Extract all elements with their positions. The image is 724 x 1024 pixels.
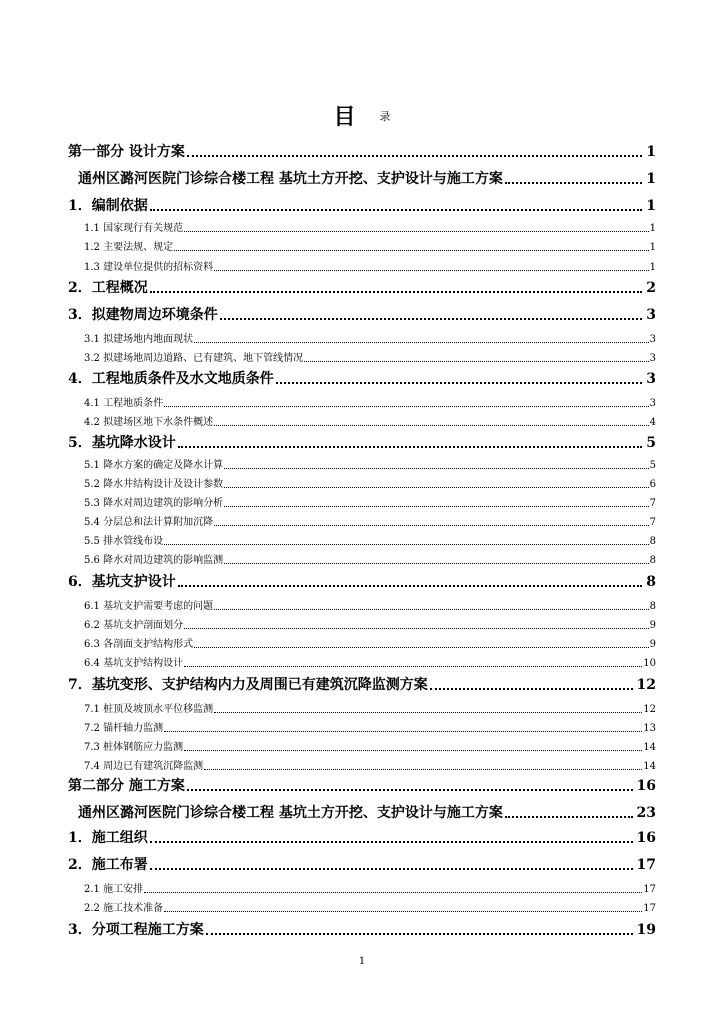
toc-entry-label: 2.1 施工安排 — [84, 884, 144, 895]
toc-entry-page: 13 — [643, 723, 656, 734]
toc-entry-page: 17 — [636, 857, 656, 873]
toc-entry-chapter[interactable] — [68, 856, 656, 874]
toc-entry-page: 2 — [646, 280, 656, 296]
toc-leader-dots — [174, 250, 649, 251]
toc-title-tail: 录 — [379, 110, 391, 123]
toc-leader-dots — [194, 647, 649, 648]
toc-leader-dots — [150, 291, 643, 293]
toc-entry-section[interactable] — [84, 760, 656, 773]
toc-leader-dots — [194, 342, 649, 343]
toc-entry-label: 6.1 基坑支护需要考虑的问题 — [84, 601, 214, 612]
toc-leader-dots — [164, 731, 642, 732]
toc-leader-dots — [276, 382, 643, 384]
toc-entry-label: 5.5 排水管线布设 — [84, 536, 164, 547]
toc-leader-dots — [204, 769, 642, 770]
toc-entry-section[interactable] — [84, 516, 656, 529]
toc-leader-dots — [430, 688, 633, 690]
toc-entry-page: 17 — [643, 903, 656, 914]
toc-entry-page: 14 — [643, 761, 656, 772]
toc-entry-chapter[interactable] — [68, 370, 656, 388]
toc-leader-dots — [224, 487, 649, 488]
toc-entry-label: 3.2 拟建场地周边道路、已有建筑、地下管线情况 — [84, 353, 304, 364]
toc-entry-page: 19 — [636, 922, 656, 938]
toc-leader-dots — [206, 933, 633, 935]
toc-entry-label: 5.6 降水对周边建筑的影响监测 — [84, 555, 224, 566]
toc-entry-section[interactable] — [84, 554, 656, 567]
toc-entry-page: 1 — [646, 171, 656, 187]
toc-entry-label: 第一部分 设计方案 — [68, 144, 185, 160]
toc-entry-section[interactable] — [84, 657, 656, 670]
toc-entry-chapter[interactable] — [68, 573, 656, 591]
page-number: 1 — [358, 956, 366, 967]
toc-entry-label: 1.3 建设单位提供的招标资料 — [84, 262, 214, 273]
toc-leader-dots — [150, 868, 633, 870]
toc-entry-chapter[interactable] — [68, 921, 656, 939]
toc-leader-dots — [164, 911, 642, 912]
toc-entry-label: 通州区潞河医院门诊综合楼工程 基坑土方开挖、支护设计与施工方案 — [78, 805, 503, 821]
toc-entry-page: 7 — [649, 517, 656, 528]
toc-entry-page: 1 — [646, 198, 656, 214]
toc-entry-label: 5.3 降水对周边建筑的影响分析 — [84, 498, 224, 509]
toc-entry-page: 5 — [646, 435, 656, 451]
toc-entry-section[interactable] — [84, 222, 656, 235]
toc-leader-dots — [164, 544, 649, 545]
toc-entry-label: 2.2 施工技术准备 — [84, 903, 164, 914]
toc-entry-section[interactable] — [84, 478, 656, 491]
toc-entry-label: 3.1 拟建场地内地面现状 — [84, 334, 194, 345]
toc-entry-section[interactable] — [84, 416, 656, 429]
toc-leader-dots — [178, 585, 643, 587]
toc-entry-page: 8 — [649, 555, 656, 566]
toc-entry-label: 4.2 拟建场区地下水条件概述 — [84, 417, 214, 428]
toc-entry-label: 第二部分 施工方案 — [68, 778, 185, 794]
toc-entry-label: 5．基坑降水设计 — [68, 435, 176, 451]
toc-entry-page: 3 — [646, 307, 656, 323]
toc-leader-dots — [214, 525, 649, 526]
toc-entry-page: 12 — [636, 677, 656, 693]
toc-entry-chapter[interactable] — [68, 676, 656, 694]
toc-entry-page: 5 — [649, 460, 656, 471]
toc-leader-dots — [214, 609, 649, 610]
toc-entry-label: 7.3 桩体钢筋应力监测 — [84, 742, 184, 753]
toc-entry-label: 1.1 国家现行有关规范 — [84, 223, 184, 234]
toc-entry-label: 7.1 桩顶及坡顶水平位移监测 — [84, 704, 214, 715]
toc-leader-dots — [224, 506, 649, 507]
toc-entry-chapter[interactable] — [68, 197, 656, 215]
toc-entry-label: 6.2 基坑支护剖面划分 — [84, 620, 184, 631]
toc-leader-dots — [184, 231, 649, 232]
toc-entry-section[interactable] — [84, 722, 656, 735]
toc-leader-dots — [304, 361, 649, 362]
toc-entry-page: 1 — [649, 223, 656, 234]
toc-entry-chapter[interactable] — [68, 279, 656, 297]
toc-entry-label: 3．分项工程施工方案 — [68, 922, 204, 938]
toc-entry-chapter[interactable] — [78, 170, 656, 188]
toc-entry-label: 5.2 降水井结构设计及设计参数 — [84, 479, 224, 490]
toc-entry-page: 16 — [636, 778, 656, 794]
toc-entry-page: 10 — [643, 658, 656, 669]
toc-entry-section[interactable] — [84, 638, 656, 651]
toc-entry-label: 4.1 工程地质条件 — [84, 398, 164, 409]
toc-entry-section[interactable] — [84, 459, 656, 472]
toc-entry-page: 16 — [636, 830, 656, 846]
toc-entry-section[interactable] — [84, 261, 656, 274]
toc-entry-section[interactable] — [84, 902, 656, 915]
toc-leader-dots — [150, 209, 643, 211]
toc-leader-dots — [214, 425, 649, 426]
toc-leader-dots — [224, 468, 649, 469]
toc-entry-label: 6.3 各剖面支护结构形式 — [84, 639, 194, 650]
toc-leader-dots — [187, 789, 633, 791]
toc-entry-chapter[interactable] — [78, 804, 656, 822]
toc-leader-dots — [187, 155, 642, 157]
toc-leader-dots — [505, 816, 633, 818]
toc-entry-page: 9 — [649, 620, 656, 631]
toc-entry-page: 9 — [649, 639, 656, 650]
toc-entry-chapter[interactable] — [68, 434, 656, 452]
toc-entry-section[interactable] — [84, 241, 656, 254]
toc-entry-label: 2．工程概况 — [68, 280, 148, 296]
toc-entry-page: 17 — [643, 884, 656, 895]
toc-entry-page: 3 — [649, 353, 656, 364]
toc-entry-page: 14 — [643, 742, 656, 753]
toc-entry-page: 1 — [646, 144, 656, 160]
toc-leader-dots — [184, 750, 642, 751]
toc-entry-section[interactable] — [84, 333, 656, 346]
toc-entry-page: 1 — [649, 262, 656, 273]
toc-entry-page: 8 — [649, 536, 656, 547]
toc-leader-dots — [220, 318, 643, 320]
toc-entry-page: 6 — [649, 479, 656, 490]
toc-entry-page: 12 — [643, 704, 656, 715]
toc-entry-label: 2．施工布署 — [68, 857, 148, 873]
toc-entry-label: 5.1 降水方案的确定及降水计算 — [84, 460, 224, 471]
toc-entry-label: 3．拟建物周边环境条件 — [68, 307, 218, 323]
toc-entry-section[interactable] — [84, 497, 656, 510]
toc-entry-label: 7.2 锚杆轴力监测 — [84, 723, 164, 734]
toc-leader-dots — [214, 270, 649, 271]
toc-entry-page: 1 — [649, 242, 656, 253]
toc-entry-label: 1.2 主要法规、规定 — [84, 242, 174, 253]
toc-entry-label: 7．基坑变形、支护结构内力及周围已有建筑沉降监测方案 — [68, 677, 428, 693]
toc-entry-page: 3 — [649, 334, 656, 345]
toc-entry-chapter[interactable] — [68, 829, 656, 847]
toc-entry-page: 23 — [636, 805, 656, 821]
toc-entry-section[interactable] — [84, 883, 656, 896]
toc-entry-section[interactable] — [84, 741, 656, 754]
toc-entry-page: 8 — [649, 601, 656, 612]
toc-entry-section[interactable] — [84, 397, 656, 410]
toc-leader-dots — [164, 406, 649, 407]
toc-leader-dots — [224, 563, 649, 564]
toc-entry-page: 7 — [649, 498, 656, 509]
toc-leader-dots — [150, 841, 633, 843]
toc-leader-dots — [184, 628, 649, 629]
toc-entry-chapter[interactable] — [68, 777, 656, 795]
toc-entry-label: 5.4 分层总和法计算附加沉降 — [84, 517, 214, 528]
toc-entry-label: 1．施工组织 — [68, 830, 148, 846]
toc-entry-label: 通州区潞河医院门诊综合楼工程 基坑土方开挖、支护设计与施工方案 — [78, 171, 503, 187]
toc-leader-dots — [178, 446, 643, 448]
toc-entry-section[interactable] — [84, 600, 656, 613]
toc-leader-dots — [505, 182, 642, 184]
toc-title-main: 目 — [333, 104, 356, 130]
toc-entry-section[interactable] — [84, 703, 656, 716]
toc-entry-label: 1．编制依据 — [68, 198, 148, 214]
toc-entry-label: 4．工程地质条件及水文地质条件 — [68, 371, 274, 387]
toc-entry-section[interactable] — [84, 352, 656, 365]
toc-leader-dots — [214, 712, 642, 713]
toc-entry-page: 3 — [649, 398, 656, 409]
toc-entry-section[interactable] — [84, 619, 656, 632]
toc-leader-dots — [144, 892, 642, 893]
toc-entry-chapter[interactable] — [68, 306, 656, 324]
toc-entry-label: 7.4 周边已有建筑沉降监测 — [84, 761, 204, 772]
toc-entry-label: 6.4 基坑支护结构设计 — [84, 658, 184, 669]
toc-entry-page: 8 — [646, 574, 656, 590]
toc-entry-page: 3 — [646, 371, 656, 387]
toc-entry-page: 4 — [649, 417, 656, 428]
toc-leader-dots — [184, 666, 642, 667]
toc-entry-chapter[interactable] — [68, 143, 656, 161]
toc-entry-label: 6．基坑支护设计 — [68, 574, 176, 590]
toc-entry-section[interactable] — [84, 535, 656, 548]
